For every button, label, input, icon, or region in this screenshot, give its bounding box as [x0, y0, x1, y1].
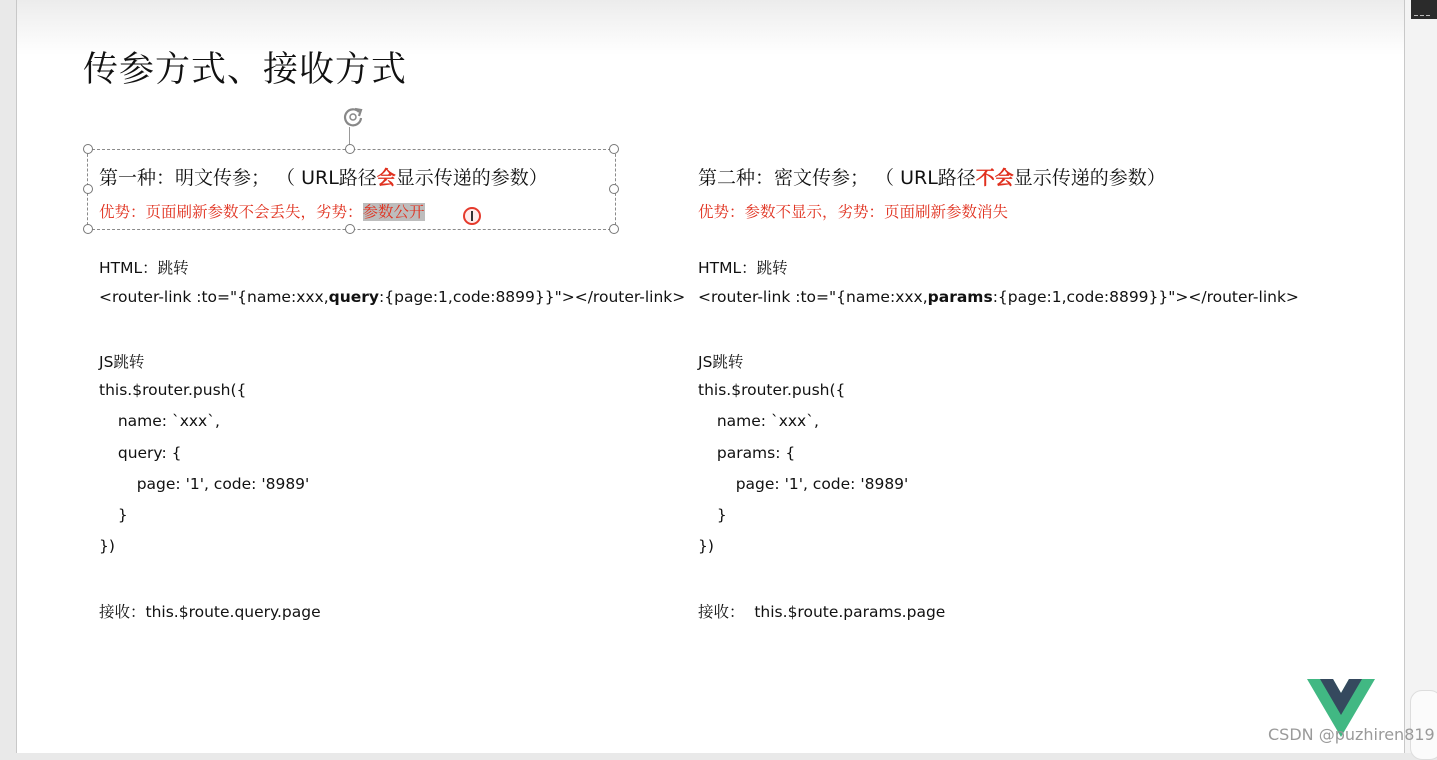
right-router-link: <router-link :to="{name:xxx,params:{page:1,code:8899}}"></router-link> — [698, 288, 1299, 306]
left-heading-pre: 第一种：明文传参； （ URL路径 — [99, 167, 377, 189]
left-router-link: <router-link :to="{name:xxx,query:{page:1,code:8899}}"></router-link> — [99, 288, 686, 306]
right-html-label: HTML：跳转 — [698, 259, 788, 277]
left-js-label: JS跳转 — [99, 353, 145, 371]
left-code-line: page: '1', code: '8989' — [117, 475, 310, 493]
left-adv-text: 优势：页面刷新参数不会丢失，劣势： — [99, 203, 363, 221]
left-router-link-key: query — [328, 288, 380, 306]
left-html-label: HTML：跳转 — [99, 259, 189, 277]
right-code-line: page: '1', code: '8989' — [716, 475, 909, 493]
slide-canvas — [17, 0, 1404, 753]
resize-handle-top-left[interactable] — [83, 144, 93, 154]
left-code-line: }) — [99, 537, 115, 555]
left-code-line: name: `xxx`, — [108, 412, 220, 430]
right-code-line: }) — [698, 537, 714, 555]
left-heading[interactable] — [99, 163, 548, 190]
csdn-watermark: CSDN @puzhiren819 — [1268, 725, 1435, 744]
right-heading-pre: 第二种：密文传参； （ URL路径 — [698, 167, 976, 189]
left-code-line: this.$router.push({ — [99, 381, 247, 399]
text-cursor-icon — [463, 207, 481, 225]
right-panel-strip — [1405, 0, 1437, 753]
right-code-line: } — [707, 506, 727, 524]
corner-thumbnail[interactable] — [1411, 0, 1437, 19]
left-adv-selected-text[interactable]: 参数公开 — [362, 203, 425, 221]
slide-title[interactable]: 传参方式、接收方式 — [83, 50, 408, 90]
resize-handle-bottom-left[interactable] — [83, 224, 93, 234]
left-code-line: } — [108, 506, 128, 524]
right-heading[interactable] — [698, 163, 1166, 190]
resize-handle-top-right[interactable] — [609, 144, 619, 154]
resize-handle-top[interactable] — [345, 144, 355, 154]
left-heading-emphasis: 会 — [376, 167, 396, 189]
right-code-line: this.$router.push({ — [698, 381, 846, 399]
resize-handle-right[interactable] — [609, 184, 619, 194]
right-code-line: name: `xxx`, — [707, 412, 819, 430]
left-receive: 接收：this.$route.query.page — [99, 603, 321, 621]
right-advantages[interactable]: 优势：参数不显示，劣势：页面刷新参数消失 — [698, 203, 1009, 221]
resize-handle-bottom[interactable] — [345, 224, 355, 234]
left-heading-post: 显示传递的参数） — [395, 167, 548, 189]
left-advantages[interactable] — [99, 200, 425, 222]
right-heading-emphasis: 不会 — [975, 167, 1014, 189]
right-heading-post: 显示传递的参数） — [1013, 167, 1166, 189]
resize-handle-left[interactable] — [83, 184, 93, 194]
resize-handle-bottom-right[interactable] — [609, 224, 619, 234]
right-receive: 接收： this.$route.params.page — [698, 603, 946, 621]
slide-left-edge — [16, 0, 17, 753]
left-code-line: query: { — [108, 444, 182, 462]
right-code-line: params: { — [707, 444, 796, 462]
right-router-link-key: params — [927, 288, 993, 306]
right-js-label: JS跳转 — [698, 353, 744, 371]
rotate-handle-icon[interactable] — [340, 104, 366, 130]
